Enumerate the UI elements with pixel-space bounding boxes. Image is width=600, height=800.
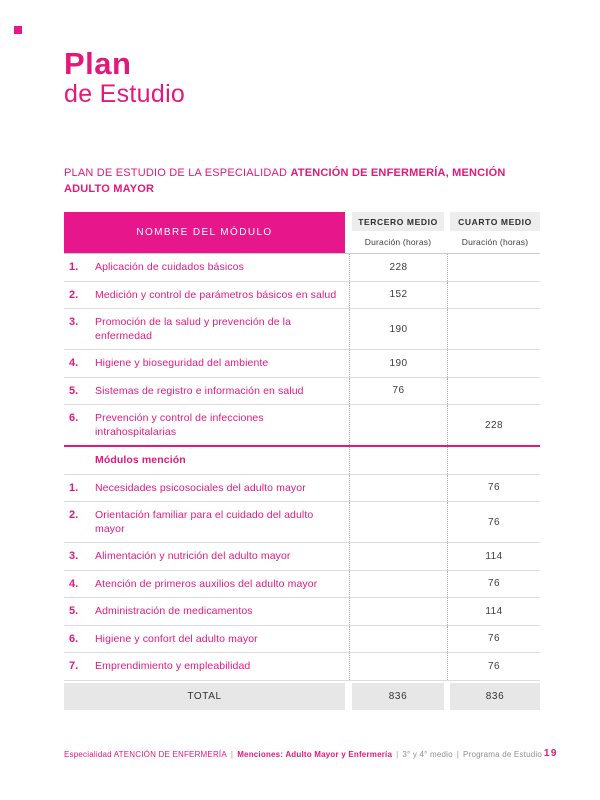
page-title [64, 48, 185, 108]
module-name-cell [64, 543, 349, 570]
hours-tercero-medio [349, 598, 447, 625]
table-row [64, 571, 540, 599]
hours-tercero-medio [349, 543, 447, 570]
total-tercero-medio: 836 [352, 683, 444, 710]
hours-cuarto-medio [447, 350, 540, 377]
module-name: Sistemas de registro e información en salud [95, 384, 304, 397]
hours-tercero-medio: 228 [349, 254, 447, 281]
row-number: 7. [69, 660, 79, 672]
module-name: Orientación familiar para el cuidado del adulto mayor [95, 509, 314, 535]
hours-cuarto-medio: 76 [447, 653, 540, 680]
hours-cuarto-medio [447, 309, 540, 349]
mention-modules-rows [64, 475, 540, 681]
row-number: 6. [69, 412, 79, 424]
page-number: 19 [543, 748, 558, 759]
study-plan-table [64, 212, 540, 710]
hours-cuarto-medio [447, 447, 540, 474]
column-header-cuarto-medio [450, 212, 540, 253]
hours-cuarto-medio: 76 [447, 626, 540, 653]
row-number: 4. [69, 357, 79, 369]
cuarto-medio-label: CUARTO MEDIO [450, 212, 540, 231]
hours-cuarto-medio: 114 [447, 598, 540, 625]
title-line-1: Plan [64, 46, 132, 81]
row-number: 2. [69, 288, 79, 301]
column-header-module: NOMBRE DEL MÓDULO [64, 212, 345, 253]
table-row [64, 543, 540, 571]
row-number: 1. [69, 261, 79, 273]
module-name-cell [64, 405, 349, 445]
hours-cuarto-medio: 76 [447, 475, 540, 502]
tercero-duracion-label: Duración (horas) [364, 237, 432, 247]
header-gap [345, 212, 352, 253]
row-number: 1. [69, 481, 79, 494]
module-name: Alimentación y nutrición del adulto mayor [95, 550, 291, 562]
mention-section-label: Módulos mención [95, 454, 186, 466]
base-modules-rows [64, 254, 540, 445]
module-name-cell [64, 309, 349, 349]
row-number: 2. [69, 509, 79, 521]
hours-tercero-medio: 190 [349, 350, 447, 377]
hours-tercero-medio [349, 502, 447, 542]
column-header-tercero-medio [352, 212, 444, 253]
hours-tercero-medio: 152 [349, 282, 447, 309]
module-name-cell [64, 282, 349, 309]
table-row [64, 350, 540, 378]
table-row [64, 502, 540, 543]
hours-cuarto-medio: 76 [447, 502, 540, 542]
module-name: Aplicación de cuidados básicos [95, 261, 244, 273]
module-name-cell [64, 378, 349, 405]
module-name-cell [64, 350, 349, 377]
table-row [64, 282, 540, 310]
module-name-cell [64, 475, 349, 502]
table-row [64, 378, 540, 406]
section-heading-normal: PLAN DE ESTUDIO DE LA ESPECIALIDAD [64, 167, 291, 179]
total-row [64, 683, 540, 710]
module-name: Higiene y confort del adulto mayor [95, 632, 258, 645]
hours-tercero-medio [349, 405, 447, 445]
footer-separator: | [230, 750, 234, 759]
brand-square-decoration [14, 26, 22, 34]
module-name: Atención de primeros auxilios del adulto mayor [95, 577, 318, 590]
hours-tercero-medio [349, 626, 447, 653]
module-name-cell [64, 571, 349, 598]
hours-cuarto-medio: 114 [447, 543, 540, 570]
hours-tercero-medio: 190 [349, 309, 447, 349]
footer-program: Programa de Estudio [463, 750, 542, 759]
hours-tercero-medio [349, 653, 447, 680]
module-name: Emprendimiento y empleabilidad [95, 660, 251, 672]
row-number: 5. [69, 605, 79, 617]
footer-separator: | [396, 750, 399, 759]
mention-section-header-row [64, 447, 540, 475]
total-label: TOTAL [64, 683, 345, 710]
hours-tercero-medio [349, 475, 447, 502]
total-gap [345, 683, 352, 710]
tercero-medio-label: TERCERO MEDIO [352, 212, 444, 231]
module-name: Necesidades psicosociales del adulto mayor [95, 481, 306, 494]
footer-separator: | [456, 750, 460, 759]
page-footer [64, 750, 542, 759]
hours-tercero-medio [349, 447, 447, 474]
footer-grades: 3° y 4° medio [402, 750, 453, 759]
cuarto-duracion-label: Duración (horas) [461, 237, 529, 247]
title-line-2: de Estudio [64, 80, 186, 108]
footer-mentions: Menciones: Adulto Mayor y Enfermería [237, 750, 393, 759]
module-name-cell [64, 598, 349, 625]
module-name-cell [64, 447, 349, 474]
table-row [64, 598, 540, 626]
table-row [64, 405, 540, 445]
hours-cuarto-medio: 228 [447, 405, 540, 445]
row-number: 3. [69, 550, 79, 562]
total-cuarto-medio: 836 [450, 683, 540, 710]
hours-cuarto-medio: 76 [447, 571, 540, 598]
row-number: 6. [69, 632, 79, 645]
hours-cuarto-medio [447, 282, 540, 309]
table-row [64, 475, 540, 503]
module-name: Prevención y control de infecciones intrahospitalarias [95, 412, 264, 438]
hours-tercero-medio: 76 [349, 378, 447, 405]
module-name: Promoción de la salud y prevención de la enfermedad [95, 316, 292, 342]
row-number: 5. [69, 384, 79, 397]
row-number: 3. [69, 316, 79, 328]
section-heading [64, 165, 542, 197]
module-name-cell [64, 653, 349, 680]
module-name: Administración de medicamentos [95, 605, 253, 617]
hours-tercero-medio [349, 571, 447, 598]
table-row [64, 309, 540, 350]
hours-cuarto-medio [447, 254, 540, 281]
module-name: Higiene y bioseguridad del ambiente [95, 357, 269, 369]
module-name-cell [64, 254, 349, 281]
footer-specialty: Especialidad ATENCIÓN DE ENFERMERÍA [64, 750, 227, 759]
row-number: 4. [69, 577, 79, 590]
section-heading-bold: ATENCIÓN DE ENFERMERÍA, MENCIÓN ADULTO MAYOR [64, 167, 506, 195]
hours-cuarto-medio [447, 378, 540, 405]
module-name: Medición y control de parámetros básicos en salud [95, 288, 337, 301]
module-name-cell [64, 626, 349, 653]
table-row [64, 653, 540, 681]
table-row [64, 626, 540, 654]
module-name-cell [64, 502, 349, 542]
table-header [64, 212, 540, 254]
table-row [64, 254, 540, 282]
